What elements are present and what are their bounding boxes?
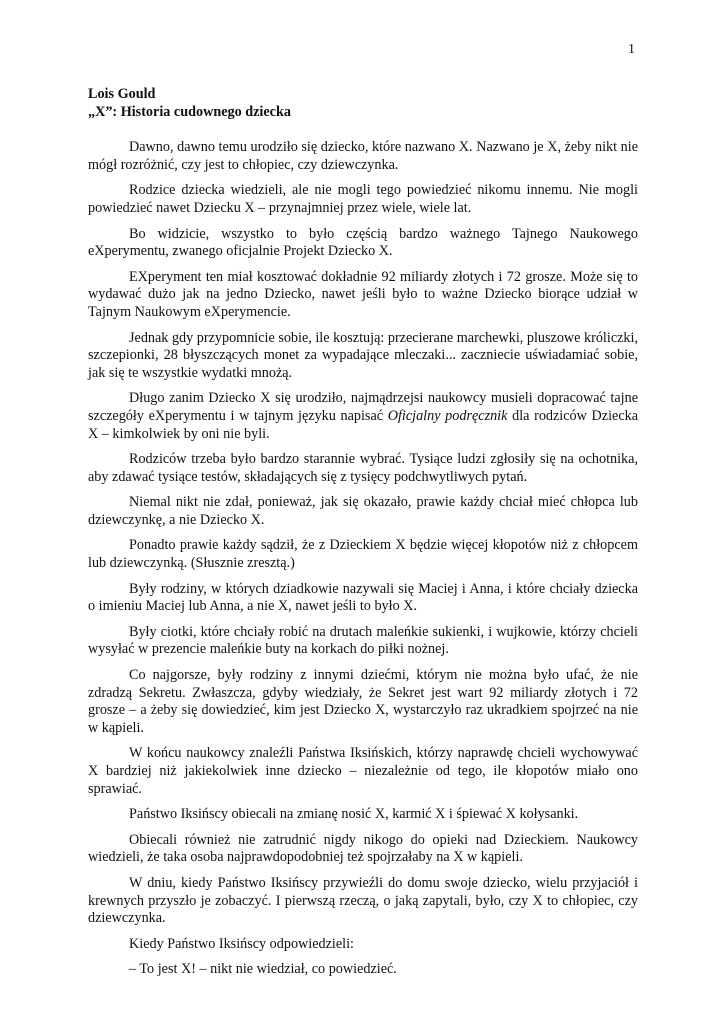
document-title: „X”: Historia cudownego dziecka: [88, 103, 291, 120]
paragraph-16: W dniu, kiedy Państwo Iksińscy przywieźli do domu swoje dziecko, wielu przyjaciół i krewnych przyszło je zobaczyć. I pierwszą rzeczą, o jaką zapytali, było, czy X to chłopiec, czy dziewczynka.: [88, 874, 638, 927]
paragraph-13: W końcu naukowcy znaleźli Państwa Iksińskich, którzy naprawdę chcieli wychowywać X bardziej niż jakiekolwiek inne dziecko – niezależnie od tego, ile kłopotów miało ono sprawiać.: [88, 745, 638, 797]
paragraph-6-italic-title: Oficjalny podręcznik: [387, 407, 508, 424]
paragraph-3: Bo widzicie, wszystko to było częścią bardzo ważnego Tajnego Naukowego eXperymentu, zwanego oficjalnie Projekt Dziecko X.: [88, 225, 638, 260]
page-number: 1: [628, 42, 635, 57]
document-body: [88, 139, 638, 979]
paragraph-17: Kiedy Państwo Iksińscy odpowiedzieli:: [129, 935, 354, 952]
paragraph-12: Co najgorsze, były rodziny z innymi dziećmi, którym nie można było ufać, że nie zdradzą Sekretu. Zwłaszcza, gdyby wiedziały, że Sekret jest wart 92 miliardy złotych i 72 grosze – a żeby się dowiedzieć, kim jest Dziecko X, wystarczyło raz ukradkiem spojrzeć na nie w kąpieli.: [88, 667, 638, 736]
paragraph-11: Były ciotki, które chciały robić na drutach maleńkie sukienki, i wujkowie, którzy chcieli wysyłać w prezencie maleńkie buty na korkach do piłki nożnej.: [88, 623, 638, 658]
paragraph-1: Dawno, dawno temu urodziło się dziecko, które nazwano X. Nazwano je X, żeby nikt nie mógł rozróżnić, czy jest to chłopiec, czy dziewczynka.: [88, 139, 638, 173]
paragraph-6: [88, 390, 638, 443]
paragraph-14: Państwo Iksińscy obiecali na zmianę nosić X, karmić X i śpiewać X kołysanki.: [129, 806, 579, 823]
paragraph-18: – To jest X! – nikt nie wiedział, co powiedzieć.: [129, 961, 397, 978]
paragraph-15: Obiecali również nie zatrudnić nigdy nikogo do opieki nad Dzieckiem. Naukowcy wiedzieli, że taka osoba najprawdopodobniej też spojrzałaby na X w kąpieli.: [88, 831, 638, 866]
paragraph-9: Ponadto prawie każdy sądził, że z Dzieckiem X będzie więcej kłopotów niż z chłopcem lub dziewczynką. (Słusznie zresztą.): [88, 537, 638, 572]
author: Lois Gould: [88, 86, 156, 102]
document-content: [88, 86, 638, 987]
paragraph-8: Niemal nikt nie zdał, ponieważ, jak się okazało, prawie każdy chciał mieć chłopca lub dziewczynkę, a nie Dziecko X.: [88, 494, 638, 528]
paragraph-6-text-end: dla rodziców Dziecka X – kimkolwiek by oni nie byli.: [88, 407, 639, 442]
paragraph-6-text-start: Długo zanim Dziecko X się urodziło, najmądrzejsi naukowcy musieli dopracować tajne szczegóły eXperymentu i w tajnym języku napisać: [88, 390, 638, 424]
paragraph-10: Były rodziny, w których dziadkowie nazywali się Maciej i Anna, i które chciały dziecka o imieniu Maciej lub Anna, a nie X, nawet jeśli to było X.: [88, 580, 638, 615]
paragraph-7: Rodziców trzeba było bardzo starannie wybrać. Tysiące ludzi zgłosiły się na ochotnika, aby zdawać tysiące testów, składających się z tysięcy podchwytliwych pytań.: [88, 451, 638, 485]
paragraph-4: EXperyment ten miał kosztować dokładnie 92 miliardy złotych i 72 grosze. Może się to wydawać dużo jak na jedno Dziecko, nawet jeśli było to ważne Dziecko biorące udział w Tajnym Naukowym eXperymencie.: [88, 268, 638, 320]
paragraph-2: Rodzice dziecka wiedzieli, ale nie mogli tego powiedzieć nikomu innemu. Nie mogli powiedzieć nawet Dziecku X – przynajmniej przez wiele, wiele lat.: [88, 182, 638, 216]
paragraph-5: Jednak gdy przypomnicie sobie, ile kosztują: przecierane marchewki, pluszowe króliczki, szczepionki, 28 błyszczących monet za wypadające mleczaki... zaczniecie uświadamiać sobie, jak się te wszystkie wydatki mnożą.: [88, 329, 638, 381]
